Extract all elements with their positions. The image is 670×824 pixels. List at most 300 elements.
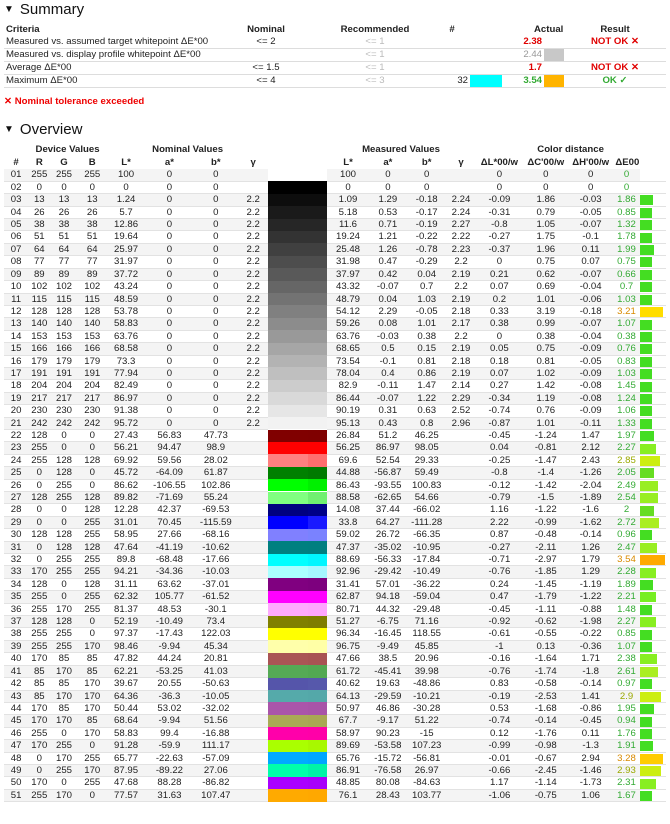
nominal-gamma-cell bbox=[238, 479, 268, 491]
delta-l-cell: -0.76 bbox=[475, 566, 523, 578]
nominal-b-cell: -86.82 bbox=[194, 777, 238, 789]
measured-a-cell: -16.45 bbox=[369, 628, 406, 640]
nominal-swatch bbox=[268, 541, 307, 553]
measured-swatch bbox=[308, 554, 327, 566]
measured-a-cell: 1.29 bbox=[369, 194, 406, 206]
nominal-gamma-cell bbox=[238, 578, 268, 590]
col-recommended: Recommended bbox=[340, 23, 410, 35]
nominal-l-cell: 1.24 bbox=[107, 194, 145, 206]
table-row bbox=[4, 566, 666, 578]
measured-swatch bbox=[308, 628, 327, 640]
delta-e-cell: 1.24 bbox=[613, 392, 639, 404]
table-row bbox=[4, 529, 666, 541]
delta-e-bar bbox=[640, 454, 666, 466]
measured-b-cell: 0 bbox=[407, 169, 447, 181]
nominal-l-cell: 98.46 bbox=[107, 640, 145, 652]
nominal-a-cell: -10.49 bbox=[145, 616, 193, 628]
nominal-swatch bbox=[268, 752, 307, 764]
delta-l-cell: -0.76 bbox=[475, 665, 523, 677]
r-cell: 217 bbox=[28, 392, 50, 404]
col-swatch bbox=[268, 156, 327, 169]
row-num: 10 bbox=[4, 281, 28, 293]
g-cell: 170 bbox=[50, 789, 77, 801]
r-cell: 13 bbox=[28, 194, 50, 206]
delta-e-cell: 2.61 bbox=[613, 665, 639, 677]
delta-h-cell: -0.06 bbox=[568, 293, 613, 305]
measured-a-cell: -56.33 bbox=[369, 554, 406, 566]
measured-swatch bbox=[308, 777, 327, 789]
delta-e-bar bbox=[640, 392, 666, 404]
nominal-a-cell: 63.62 bbox=[145, 578, 193, 590]
delta-l-cell: -0.01 bbox=[475, 752, 523, 764]
delta-e-cell: 2.38 bbox=[613, 653, 639, 665]
measured-a-cell: -53.58 bbox=[369, 740, 406, 752]
nominal-l-cell: 97.37 bbox=[107, 628, 145, 640]
nominal-a-cell: 0 bbox=[145, 417, 193, 429]
b-cell: 255 bbox=[78, 169, 107, 181]
delta-e-bar bbox=[640, 219, 666, 231]
b-cell: 0 bbox=[78, 740, 107, 752]
delta-e-bar bbox=[640, 467, 666, 479]
nominal-l-cell: 77.94 bbox=[107, 367, 145, 379]
measured-swatch bbox=[308, 578, 327, 590]
g-cell: 26 bbox=[50, 206, 77, 218]
measured-gamma-cell bbox=[447, 467, 475, 479]
delta-e-cell: 1.91 bbox=[613, 740, 639, 752]
delta-e-bar bbox=[640, 367, 666, 379]
row-num: 20 bbox=[4, 405, 28, 417]
delta-l-cell: 1.16 bbox=[475, 504, 523, 516]
r-cell: 64 bbox=[28, 243, 50, 255]
g-cell: 0 bbox=[50, 591, 77, 603]
measured-a-cell: 51.2 bbox=[369, 429, 406, 441]
table-row bbox=[4, 293, 666, 305]
nominal-b-cell: 0 bbox=[194, 343, 238, 355]
g-cell: 170 bbox=[50, 752, 77, 764]
delta-e-cell: 0 bbox=[613, 169, 639, 181]
delta-l-cell: 0.07 bbox=[475, 367, 523, 379]
nominal-b-cell: 0 bbox=[194, 169, 238, 181]
nominal-a-cell: 0 bbox=[145, 293, 193, 305]
r-cell: 0 bbox=[28, 504, 50, 516]
group-measured-values: Measured Values bbox=[362, 143, 440, 155]
delta-c-cell: 0.75 bbox=[524, 343, 568, 355]
measured-gamma-cell: 2.29 bbox=[447, 392, 475, 404]
b-cell: 153 bbox=[78, 330, 107, 342]
delta-l-cell: -0.74 bbox=[475, 405, 523, 417]
measured-swatch bbox=[308, 678, 327, 690]
nominal-swatch bbox=[268, 355, 307, 367]
hash-cell: 32 bbox=[434, 75, 470, 88]
nominal-gamma-cell bbox=[238, 442, 268, 454]
nominal-gamma-cell bbox=[238, 554, 268, 566]
delta-c-cell: -1.24 bbox=[524, 429, 568, 441]
delta-h-cell: 0.11 bbox=[568, 243, 613, 255]
measured-a-cell: 2.29 bbox=[369, 305, 406, 317]
nominal-l-cell: 68.58 bbox=[107, 343, 145, 355]
table-row bbox=[4, 640, 666, 652]
delta-c-cell: 1.96 bbox=[524, 243, 568, 255]
r-cell: 255 bbox=[28, 628, 50, 640]
measured-a-cell: 0.53 bbox=[369, 206, 406, 218]
delta-c-cell: -1.22 bbox=[524, 504, 568, 516]
b-cell: 0 bbox=[78, 628, 107, 640]
delta-l-cell: 1.17 bbox=[475, 777, 523, 789]
measured-b-cell: -0.18 bbox=[407, 194, 447, 206]
nominal-b-cell: 0 bbox=[194, 293, 238, 305]
nominal-a-cell: 0 bbox=[145, 330, 193, 342]
summary-title: Summary bbox=[19, 1, 85, 18]
measured-gamma-cell bbox=[447, 479, 475, 491]
measured-l-cell: 64.13 bbox=[327, 690, 369, 702]
r-cell: 170 bbox=[28, 566, 50, 578]
nominal-swatch bbox=[268, 603, 307, 615]
row-num: 29 bbox=[4, 516, 28, 528]
g-cell: 128 bbox=[50, 541, 77, 553]
delta-c-cell: -2.53 bbox=[524, 690, 568, 702]
delta-e-bar bbox=[640, 355, 666, 367]
delta-l-cell: -0.45 bbox=[475, 603, 523, 615]
b-cell: 255 bbox=[78, 554, 107, 566]
r-cell: 0 bbox=[28, 516, 50, 528]
delta-c-cell: 0 bbox=[524, 181, 568, 193]
measured-a-cell: 0.47 bbox=[369, 256, 406, 268]
nominal-swatch bbox=[268, 343, 307, 355]
measured-b-cell: 20.96 bbox=[407, 653, 447, 665]
delta-e-cell: 1.07 bbox=[613, 640, 639, 652]
delta-h-cell: 1.06 bbox=[568, 789, 613, 801]
measured-l-cell: 31.41 bbox=[327, 578, 369, 590]
measured-gamma-cell bbox=[447, 529, 475, 541]
b-cell: 64 bbox=[78, 243, 107, 255]
nominal-gamma-cell bbox=[238, 429, 268, 441]
table-row bbox=[4, 343, 666, 355]
delta-h-cell: -0.08 bbox=[568, 380, 613, 392]
measured-b-cell: 0 bbox=[407, 181, 447, 193]
nominal-b-cell: 0 bbox=[194, 355, 238, 367]
g-cell: 128 bbox=[50, 454, 77, 466]
measured-a-cell: 0.5 bbox=[369, 343, 406, 355]
delta-e-cell: 1.33 bbox=[613, 417, 639, 429]
g-cell: 217 bbox=[50, 392, 77, 404]
nominal-l-cell: 47.64 bbox=[107, 541, 145, 553]
b-cell: 128 bbox=[78, 541, 107, 553]
measured-l-cell: 26.84 bbox=[327, 429, 369, 441]
r-cell: 128 bbox=[28, 305, 50, 317]
nominal-swatch bbox=[268, 219, 307, 231]
delta-c-cell: -0.62 bbox=[524, 616, 568, 628]
nominal-a-cell: 53.02 bbox=[145, 702, 193, 714]
measured-swatch bbox=[308, 715, 327, 727]
r-cell: 0 bbox=[28, 467, 50, 479]
nominal-swatch bbox=[268, 243, 307, 255]
delta-l-cell: 0 bbox=[475, 256, 523, 268]
delta-c-cell: -1.42 bbox=[524, 479, 568, 491]
measured-b-cell: 26.97 bbox=[407, 764, 447, 776]
delta-l-cell: -0.8 bbox=[475, 467, 523, 479]
delta-e-cell: 0.75 bbox=[613, 256, 639, 268]
nominal-b-cell: -61.52 bbox=[194, 591, 238, 603]
nominal-a-cell: 0 bbox=[145, 181, 193, 193]
nominal-b-cell: 51.56 bbox=[194, 715, 238, 727]
nominal-gamma-cell bbox=[238, 516, 268, 528]
delta-e-bar bbox=[640, 479, 666, 491]
row-num: 19 bbox=[4, 392, 28, 404]
measured-l-cell: 100 bbox=[327, 169, 369, 181]
delta-l-cell: 0 bbox=[475, 330, 523, 342]
measured-l-cell: 43.32 bbox=[327, 281, 369, 293]
nominal-l-cell: 45.72 bbox=[107, 467, 145, 479]
col-criteria: Criteria bbox=[6, 23, 40, 35]
col-hash: # bbox=[449, 23, 455, 35]
measured-swatch bbox=[308, 169, 327, 181]
b-cell: 128 bbox=[78, 305, 107, 317]
delta-l-cell: -0.31 bbox=[475, 206, 523, 218]
delta-c-cell: -1.45 bbox=[524, 578, 568, 590]
nominal-l-cell: 56.21 bbox=[107, 442, 145, 454]
nominal-l-cell: 91.28 bbox=[107, 740, 145, 752]
delta-e-bar bbox=[640, 256, 666, 268]
r-cell: 0 bbox=[28, 752, 50, 764]
measured-swatch bbox=[308, 330, 327, 342]
measured-a-cell: 19.63 bbox=[369, 678, 406, 690]
measured-a-cell: 94.18 bbox=[369, 591, 406, 603]
delta-e-bar bbox=[640, 293, 666, 305]
b-cell: 115 bbox=[78, 293, 107, 305]
measured-swatch bbox=[308, 405, 327, 417]
nominal-a-cell: -64.09 bbox=[145, 467, 193, 479]
delta-h-cell: -0.1 bbox=[568, 231, 613, 243]
measured-b-cell: 45.85 bbox=[407, 640, 447, 652]
overview-section-header[interactable] bbox=[4, 121, 82, 138]
nominal-l-cell: 73.3 bbox=[107, 355, 145, 367]
measured-b-cell: 0.04 bbox=[407, 268, 447, 280]
group-color-distance: Color distance bbox=[537, 143, 604, 155]
actual-value: 1.7 bbox=[502, 62, 544, 75]
row-num: 07 bbox=[4, 243, 28, 255]
nominal-a-cell: 94.47 bbox=[145, 442, 193, 454]
nominal-b-cell: 111.17 bbox=[194, 740, 238, 752]
nominal-b-cell: 0 bbox=[194, 305, 238, 317]
measured-l-cell: 88.58 bbox=[327, 492, 369, 504]
row-num: 23 bbox=[4, 442, 28, 454]
r-cell: 128 bbox=[28, 529, 50, 541]
nominal-b-cell: -32.02 bbox=[194, 702, 238, 714]
nominal-swatch bbox=[268, 740, 307, 752]
nominal-a-cell: -17.43 bbox=[145, 628, 193, 640]
g-cell: 85 bbox=[50, 653, 77, 665]
measured-gamma-cell: 2.19 bbox=[447, 343, 475, 355]
nominal-b-cell: -37.01 bbox=[194, 578, 238, 590]
r-cell: 230 bbox=[28, 405, 50, 417]
measured-l-cell: 56.25 bbox=[327, 442, 369, 454]
nominal-l-cell: 62.32 bbox=[107, 591, 145, 603]
b-cell: 179 bbox=[78, 355, 107, 367]
delta-e-cell: 0.38 bbox=[613, 330, 639, 342]
measured-swatch bbox=[308, 206, 327, 218]
nominal-swatch bbox=[268, 492, 307, 504]
measured-b-cell: 0.63 bbox=[407, 405, 447, 417]
delta-h-cell: 2.94 bbox=[568, 752, 613, 764]
delta-h-cell: -0.09 bbox=[568, 367, 613, 379]
delta-h-cell: -0.14 bbox=[568, 678, 613, 690]
nominal-a-cell: 27.66 bbox=[145, 529, 193, 541]
measured-a-cell: 64.27 bbox=[369, 516, 406, 528]
delta-h-cell: -0.05 bbox=[568, 206, 613, 218]
r-cell: 51 bbox=[28, 231, 50, 243]
g-cell: 102 bbox=[50, 281, 77, 293]
table-row bbox=[4, 554, 666, 566]
measured-b-cell: 54.66 bbox=[407, 492, 447, 504]
row-num: 33 bbox=[4, 566, 28, 578]
delta-h-cell: 1.26 bbox=[568, 541, 613, 553]
r-cell: 0 bbox=[28, 479, 50, 491]
nominal-b-cell: -10.62 bbox=[194, 541, 238, 553]
table-row bbox=[4, 429, 666, 441]
nominal-a-cell: 0 bbox=[145, 318, 193, 330]
delta-e-bar bbox=[640, 789, 666, 801]
col-delta-h: ΔH'00/w bbox=[572, 156, 610, 168]
b-cell: 204 bbox=[78, 380, 107, 392]
measured-gamma-cell bbox=[447, 603, 475, 615]
summary-table bbox=[4, 23, 666, 88]
measured-l-cell: 86.44 bbox=[327, 392, 369, 404]
row-num: 36 bbox=[4, 603, 28, 615]
measured-a-cell: 90.23 bbox=[369, 727, 406, 739]
nominal-b-cell: -69.53 bbox=[194, 504, 238, 516]
measured-l-cell: 50.97 bbox=[327, 702, 369, 714]
measured-gamma-cell: 2.2 bbox=[447, 281, 475, 293]
row-num: 46 bbox=[4, 727, 28, 739]
measured-swatch bbox=[308, 603, 327, 615]
row-num: 30 bbox=[4, 529, 28, 541]
delta-l-cell: 0.87 bbox=[475, 529, 523, 541]
measured-a-cell: -0.07 bbox=[369, 392, 406, 404]
summary-section-header[interactable] bbox=[4, 1, 84, 18]
measured-gamma-cell bbox=[447, 702, 475, 714]
row-num: 51 bbox=[4, 789, 28, 801]
nominal-a-cell: 0 bbox=[145, 268, 193, 280]
measured-b-cell: 29.33 bbox=[407, 454, 447, 466]
g-cell: 0 bbox=[50, 429, 77, 441]
nominal-gamma-cell: 2.2 bbox=[238, 268, 268, 280]
measured-a-cell: -0.11 bbox=[369, 380, 406, 392]
measured-a-cell: 0.4 bbox=[369, 367, 406, 379]
hash-cell bbox=[434, 62, 470, 75]
nominal-b-cell: 0 bbox=[194, 330, 238, 342]
measured-swatch bbox=[308, 293, 327, 305]
delta-c-cell: -0.98 bbox=[524, 740, 568, 752]
delta-l-cell: -0.27 bbox=[475, 231, 523, 243]
measured-l-cell: 88.69 bbox=[327, 554, 369, 566]
measured-b-cell: 118.55 bbox=[407, 628, 447, 640]
nominal-a-cell: 0 bbox=[145, 231, 193, 243]
delta-h-cell: 0.11 bbox=[568, 727, 613, 739]
nominal-b-cell: -17.66 bbox=[194, 554, 238, 566]
nominal-l-cell: 77.57 bbox=[107, 789, 145, 801]
measured-swatch bbox=[308, 764, 327, 776]
recommended-cell: <= 3 bbox=[316, 75, 434, 88]
delta-l-cell: 0.24 bbox=[475, 578, 523, 590]
row-num: 11 bbox=[4, 293, 28, 305]
measured-l-cell: 5.18 bbox=[327, 206, 369, 218]
measured-gamma-cell: 2.23 bbox=[447, 243, 475, 255]
nominal-gamma-cell: 2.2 bbox=[238, 380, 268, 392]
col-delta-e: ΔE00 bbox=[615, 156, 640, 168]
b-cell: 217 bbox=[78, 392, 107, 404]
r-cell: 0 bbox=[28, 554, 50, 566]
measured-a-cell: 0.42 bbox=[369, 268, 406, 280]
nominal-l-cell: 27.43 bbox=[107, 429, 145, 441]
b-cell: 255 bbox=[78, 529, 107, 541]
measured-l-cell: 69.6 bbox=[327, 454, 369, 466]
table-row bbox=[4, 777, 666, 789]
delta-e-bar bbox=[640, 429, 666, 441]
measured-a-cell: 0.43 bbox=[369, 417, 406, 429]
actual-swatch bbox=[544, 75, 564, 88]
delta-h-cell: 1.41 bbox=[568, 690, 613, 702]
delta-l-cell: 0.12 bbox=[475, 727, 523, 739]
delta-c-cell: -1.76 bbox=[524, 727, 568, 739]
delta-c-cell: 3.19 bbox=[524, 305, 568, 317]
nominal-l-cell: 43.24 bbox=[107, 281, 145, 293]
nominal-l-cell: 39.67 bbox=[107, 678, 145, 690]
measured-b-cell: 46.25 bbox=[407, 429, 447, 441]
nominal-swatch bbox=[268, 231, 307, 243]
measured-b-cell: -0.29 bbox=[407, 256, 447, 268]
row-num: 50 bbox=[4, 777, 28, 789]
nominal-gamma-cell bbox=[238, 752, 268, 764]
nominal-l-cell: 68.64 bbox=[107, 715, 145, 727]
row-num: 03 bbox=[4, 194, 28, 206]
g-cell: 115 bbox=[50, 293, 77, 305]
g-cell: 255 bbox=[50, 492, 77, 504]
delta-l-cell: -0.79 bbox=[475, 492, 523, 504]
nominal-b-cell: -16.88 bbox=[194, 727, 238, 739]
nominal-tolerance-warning: ✕ Nominal tolerance exceeded bbox=[4, 96, 145, 107]
measured-a-cell: -45.41 bbox=[369, 665, 406, 677]
b-cell: 0 bbox=[78, 429, 107, 441]
nominal-b-cell: 0 bbox=[194, 392, 238, 404]
measured-swatch bbox=[308, 640, 327, 652]
delta-h-cell: -0.08 bbox=[568, 392, 613, 404]
measured-swatch bbox=[308, 665, 327, 677]
row-num: 48 bbox=[4, 752, 28, 764]
delta-e-cell: 2.72 bbox=[613, 516, 639, 528]
row-num: 37 bbox=[4, 616, 28, 628]
delta-l-cell: -0.16 bbox=[475, 653, 523, 665]
r-cell: 38 bbox=[28, 219, 50, 231]
delta-e-cell: 2.85 bbox=[613, 454, 639, 466]
r-cell: 191 bbox=[28, 367, 50, 379]
b-cell: 255 bbox=[78, 516, 107, 528]
measured-swatch bbox=[308, 653, 327, 665]
measured-a-cell: 1.21 bbox=[369, 231, 406, 243]
group-device-values: Device Values bbox=[35, 143, 100, 155]
measured-a-cell: 0.71 bbox=[369, 219, 406, 231]
nominal-swatch bbox=[268, 678, 307, 690]
g-cell: 0 bbox=[50, 442, 77, 454]
nominal-gamma-cell bbox=[238, 467, 268, 479]
measured-b-cell: 1.47 bbox=[407, 380, 447, 392]
delta-h-cell: -0.11 bbox=[568, 417, 613, 429]
measured-b-cell: -48.86 bbox=[407, 678, 447, 690]
nominal-gamma-cell bbox=[238, 492, 268, 504]
delta-c-cell: 0.81 bbox=[524, 355, 568, 367]
nominal-a-cell: 0 bbox=[145, 169, 193, 181]
r-cell: 170 bbox=[28, 777, 50, 789]
b-cell: 51 bbox=[78, 231, 107, 243]
